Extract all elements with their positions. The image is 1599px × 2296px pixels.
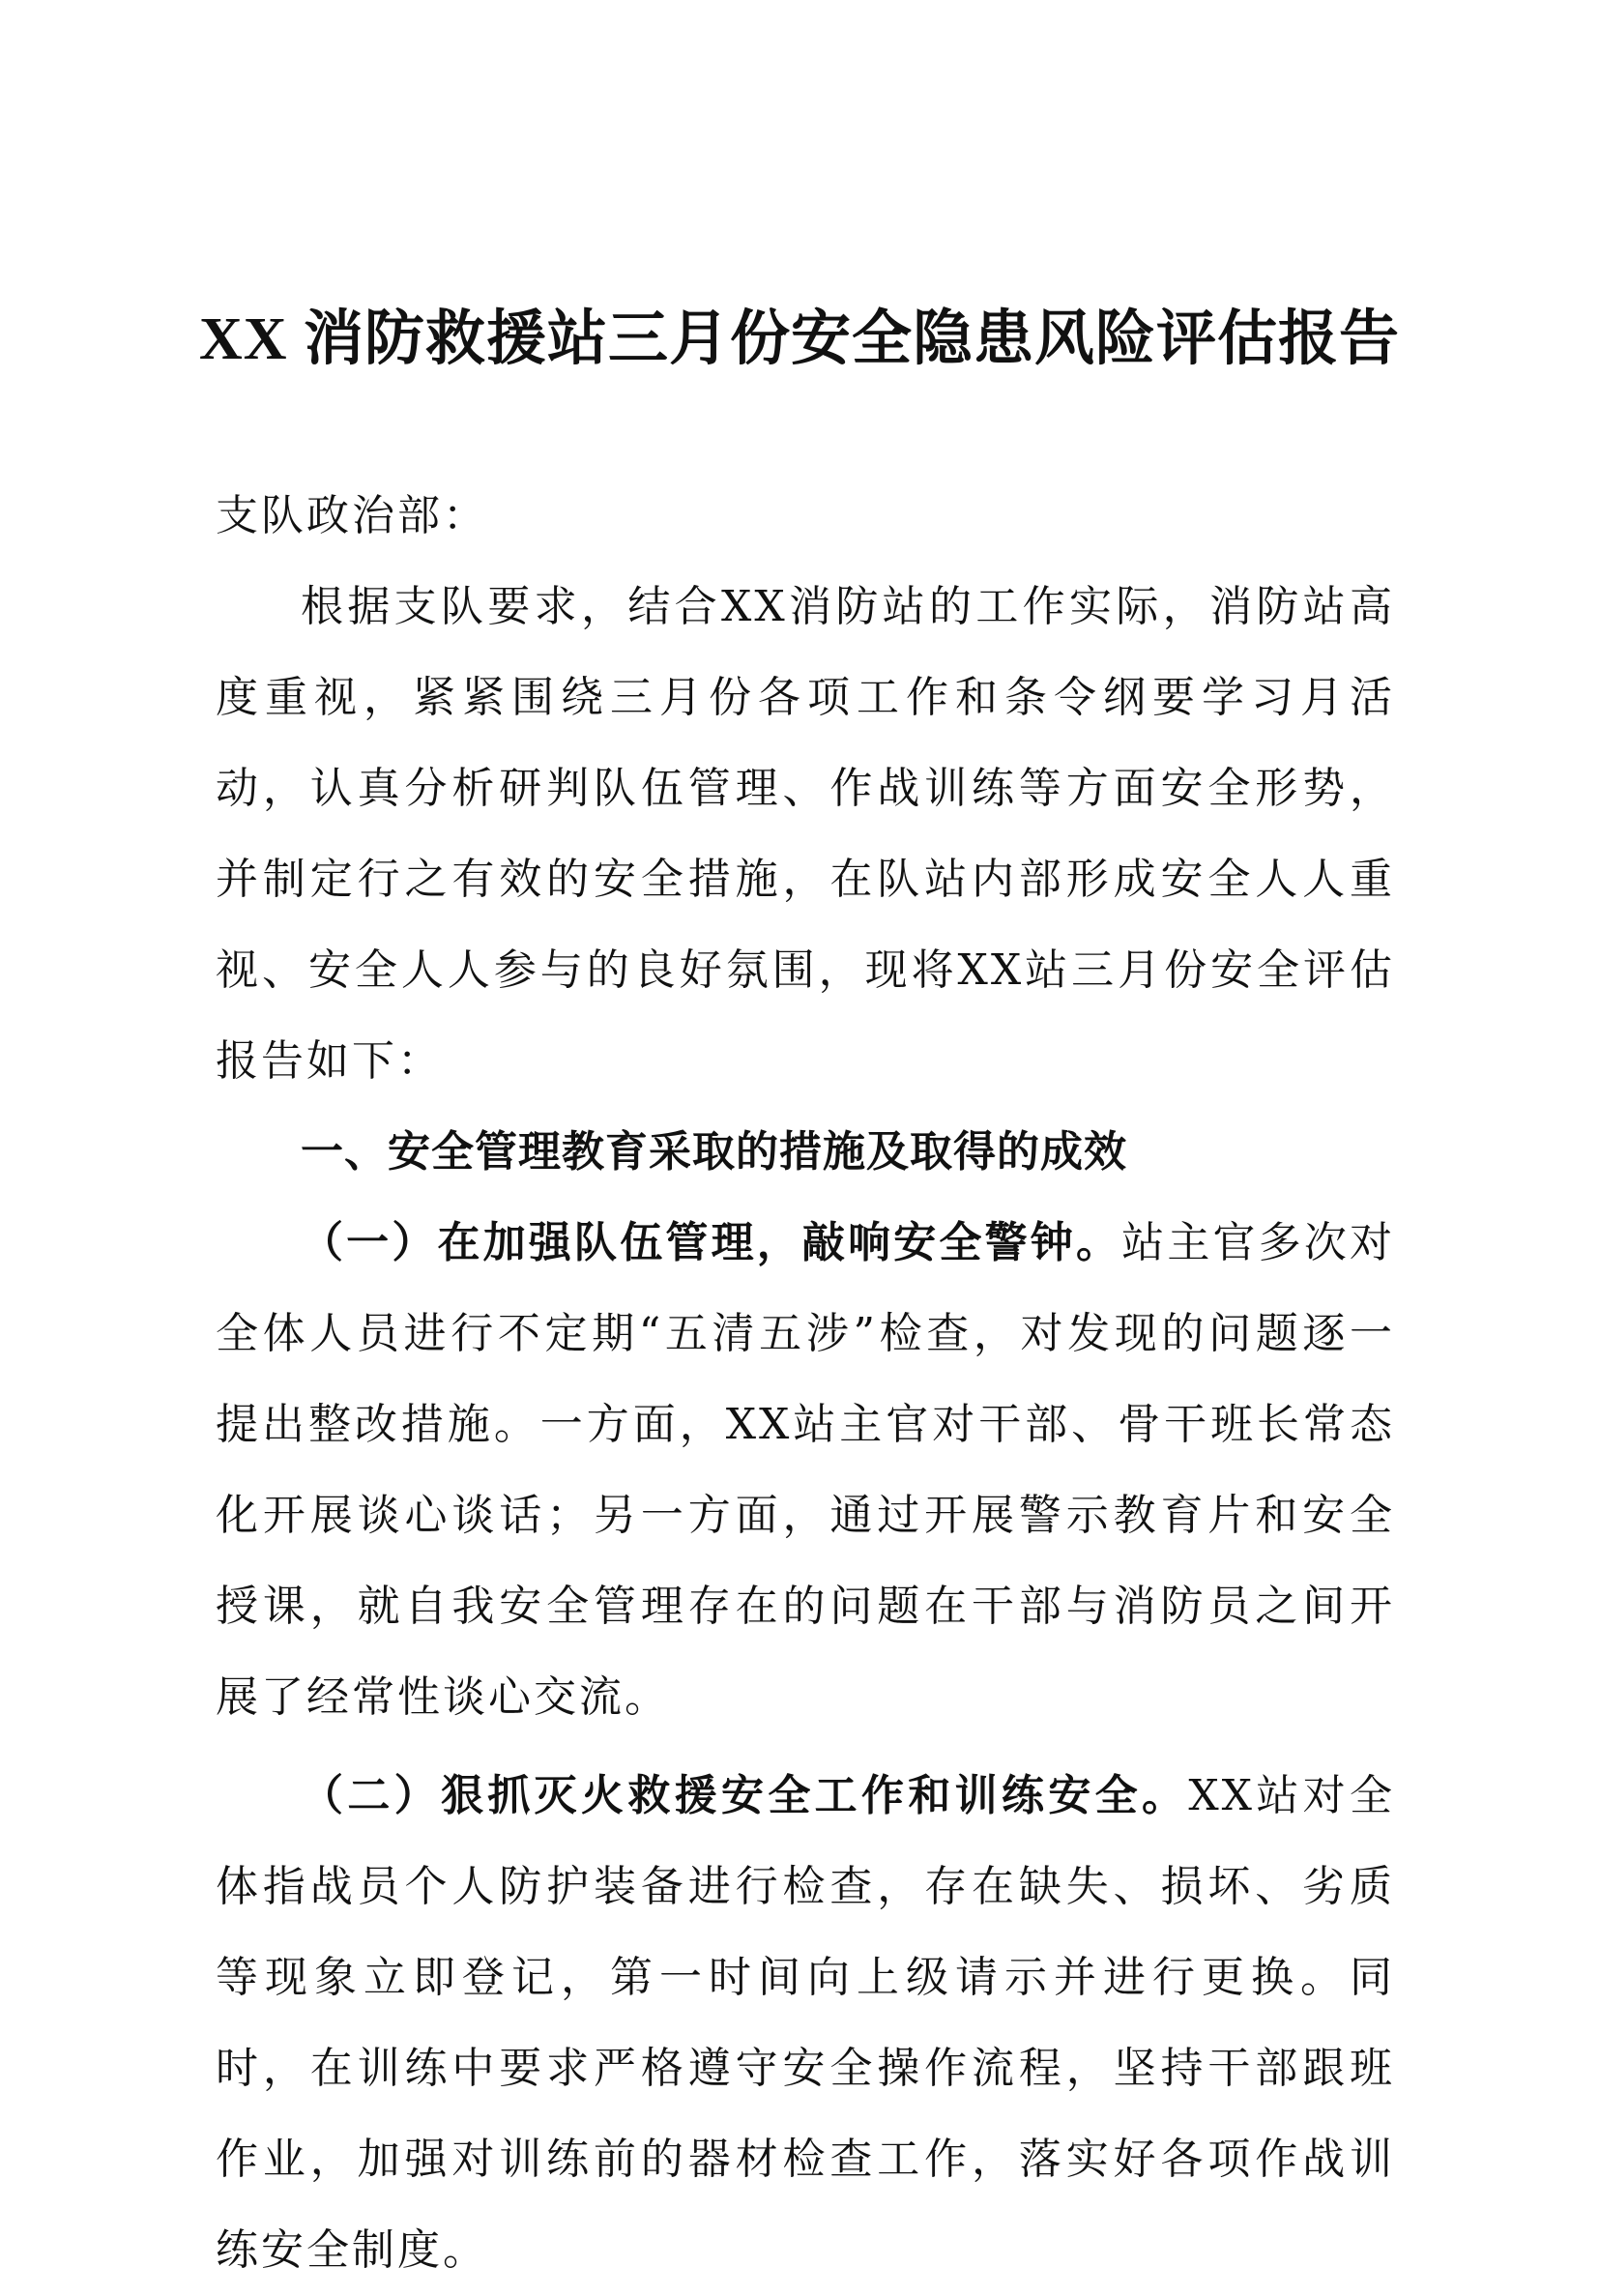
- item-paragraph-1: [216, 1198, 1395, 1743]
- paragraph-spacer: [216, 1743, 1395, 1751]
- item-text-2: XX站对全体指战员个人防护装备进行检查，存在缺失、损坏、劣质等现象立即登记，第一时间向上级请示并进行更换。同时，在训练中要求严格遵守安全操作流程，坚持干部跟班作业，加强对训练前的器材检查工作，落实好各项作战训练安全制度。: [216, 1771, 1395, 2275]
- item-lead-2: （二）狠抓灭火救援安全工作和训练安全。: [301, 1771, 1189, 1820]
- item-lead-1: （一）在加强队伍管理，敲响安全警钟。: [301, 1218, 1122, 1267]
- document-body: [216, 471, 1395, 2296]
- intro-paragraph: 根据支队要求，结合XX消防站的工作实际，消防站高度重视，紧紧围绕三月份各项工作和条令纲要学习月活动，认真分析研判队伍管理、作战训练等方面安全形势，并制定行之有效的安全措施，在队站内部形成安全人人重视、安全人人参与的良好氛围，现将XX站三月份安全评估报告如下：: [216, 582, 1395, 1086]
- section-heading-1: 一、安全管理教育采取的措施及取得的成效: [301, 1127, 1127, 1177]
- salutation: 支队政治部：: [216, 491, 488, 540]
- item-paragraph-2: [216, 1751, 1395, 2296]
- item-text-1: 站主官多次对全体人员进行不定期“五清五涉”检查，对发现的问题逐一提出整改措施。一方面，XX站主官对干部、骨干班长常态化开展谈心谈话；另一方面，通过开展警示教育片和安全授课，就自我安全管理存在的问题在干部与消防员之间开展了经常性谈心交流。: [216, 1218, 1396, 1722]
- document-title: XX 消防救援站三月份安全隐患风险评估报告: [198, 306, 1401, 372]
